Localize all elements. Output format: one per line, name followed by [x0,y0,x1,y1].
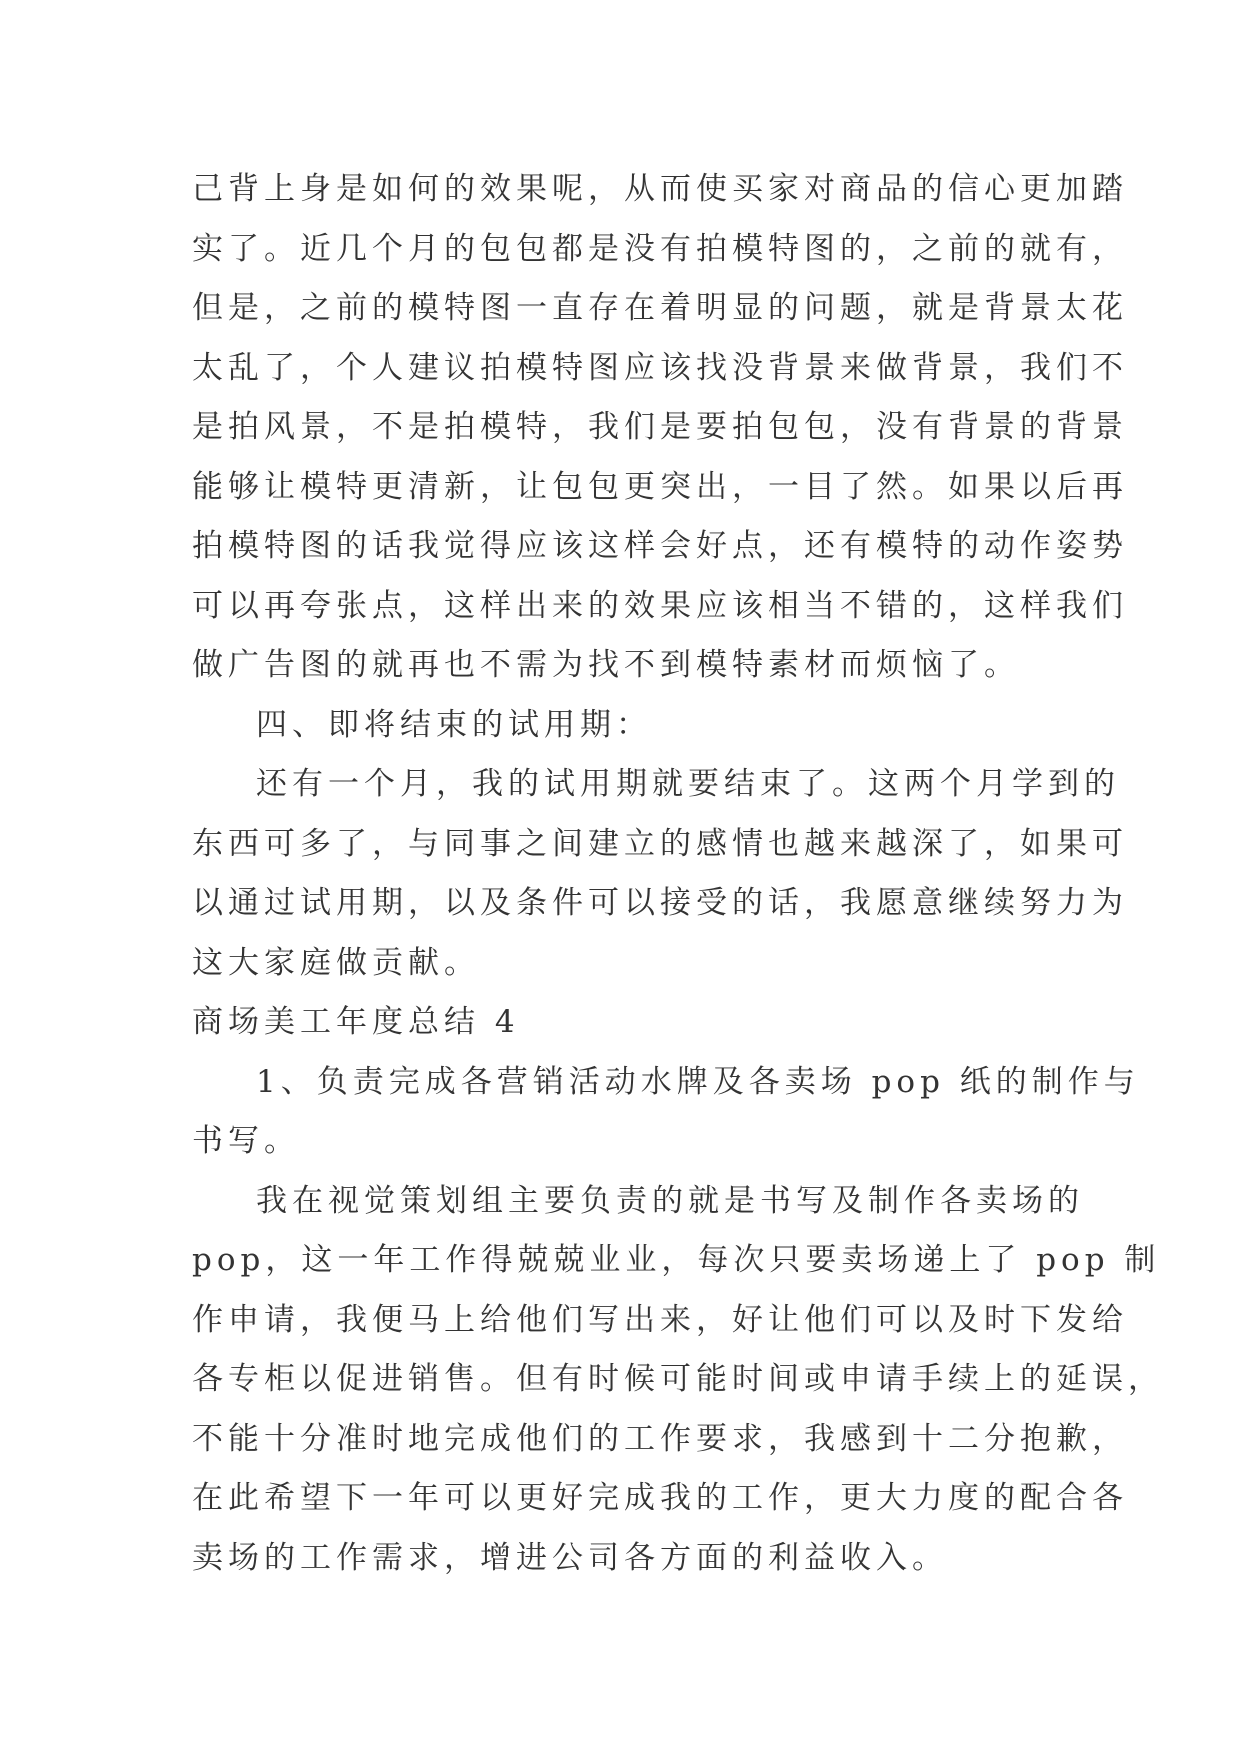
text-line: 做广告图的就再也不需为找不到模特素材而烦恼了。 [192,647,1020,683]
document-body [192,160,1164,1588]
text-line: 1、负责完成各营销活动水牌及各卖场 pop 纸的制作与 [256,1063,1140,1100]
text-line: 作申请，我便马上给他们写出来，好让他们可以及时下发给 [192,1301,1128,1338]
text-line: 在此希望下一年可以更好完成我的工作，更大力度的配合各 [192,1480,1128,1516]
text-line: 还有一个月，我的试用期就要结束了。这两个月学到的 [256,766,1120,802]
text-line: 拍模特图的话我觉得应该这样会好点，还有模特的动作姿势 [192,528,1128,564]
text-line: 四、即将结束的试用期： [256,706,652,743]
text-line: pop，这一年工作得兢兢业业，每次只要卖场递上了 pop 制 [192,1242,1161,1278]
text-line: 以通过试用期，以及条件可以接受的话，我愿意继续努力为 [192,885,1128,921]
text-line: 不能十分准时地完成他们的工作要求，我感到十二分抱歉， [192,1420,1128,1457]
text-line: 但是，之前的模特图一直存在着明显的问题，就是背景太花 [192,290,1128,326]
text-line: 商场美工年度总结 4 [192,1004,520,1040]
text-line: 己背上身是如何的效果呢，从而使买家对商品的信心更加踏 [192,171,1128,207]
text-line: 书写。 [192,1123,300,1159]
text-line: 卖场的工作需求，增进公司各方面的利益收入。 [192,1539,948,1576]
text-line: 东西可多了，与同事之间建立的感情也越来越深了，如果可 [192,825,1128,862]
text-line: 实了。近几个月的包包都是没有拍模特图的，之前的就有， [192,230,1128,267]
text-line: 太乱了，个人建议拍模特图应该找没背景来做背景，我们不 [192,349,1128,386]
text-line: 这大家庭做贡献。 [192,944,480,981]
text-line: 各专柜以促进销售。但有时候可能时间或申请手续上的延误， [192,1361,1164,1397]
text-line: 我在视觉策划组主要负责的就是书写及制作各卖场的 [256,1182,1084,1219]
text-line: 是拍风景，不是拍模特，我们是要拍包包，没有背景的背景 [192,409,1128,445]
text-line: 能够让模特更清新，让包包更突出，一目了然。如果以后再 [192,468,1128,505]
text-line: 可以再夸张点，这样出来的效果应该相当不错的，这样我们 [192,587,1128,624]
